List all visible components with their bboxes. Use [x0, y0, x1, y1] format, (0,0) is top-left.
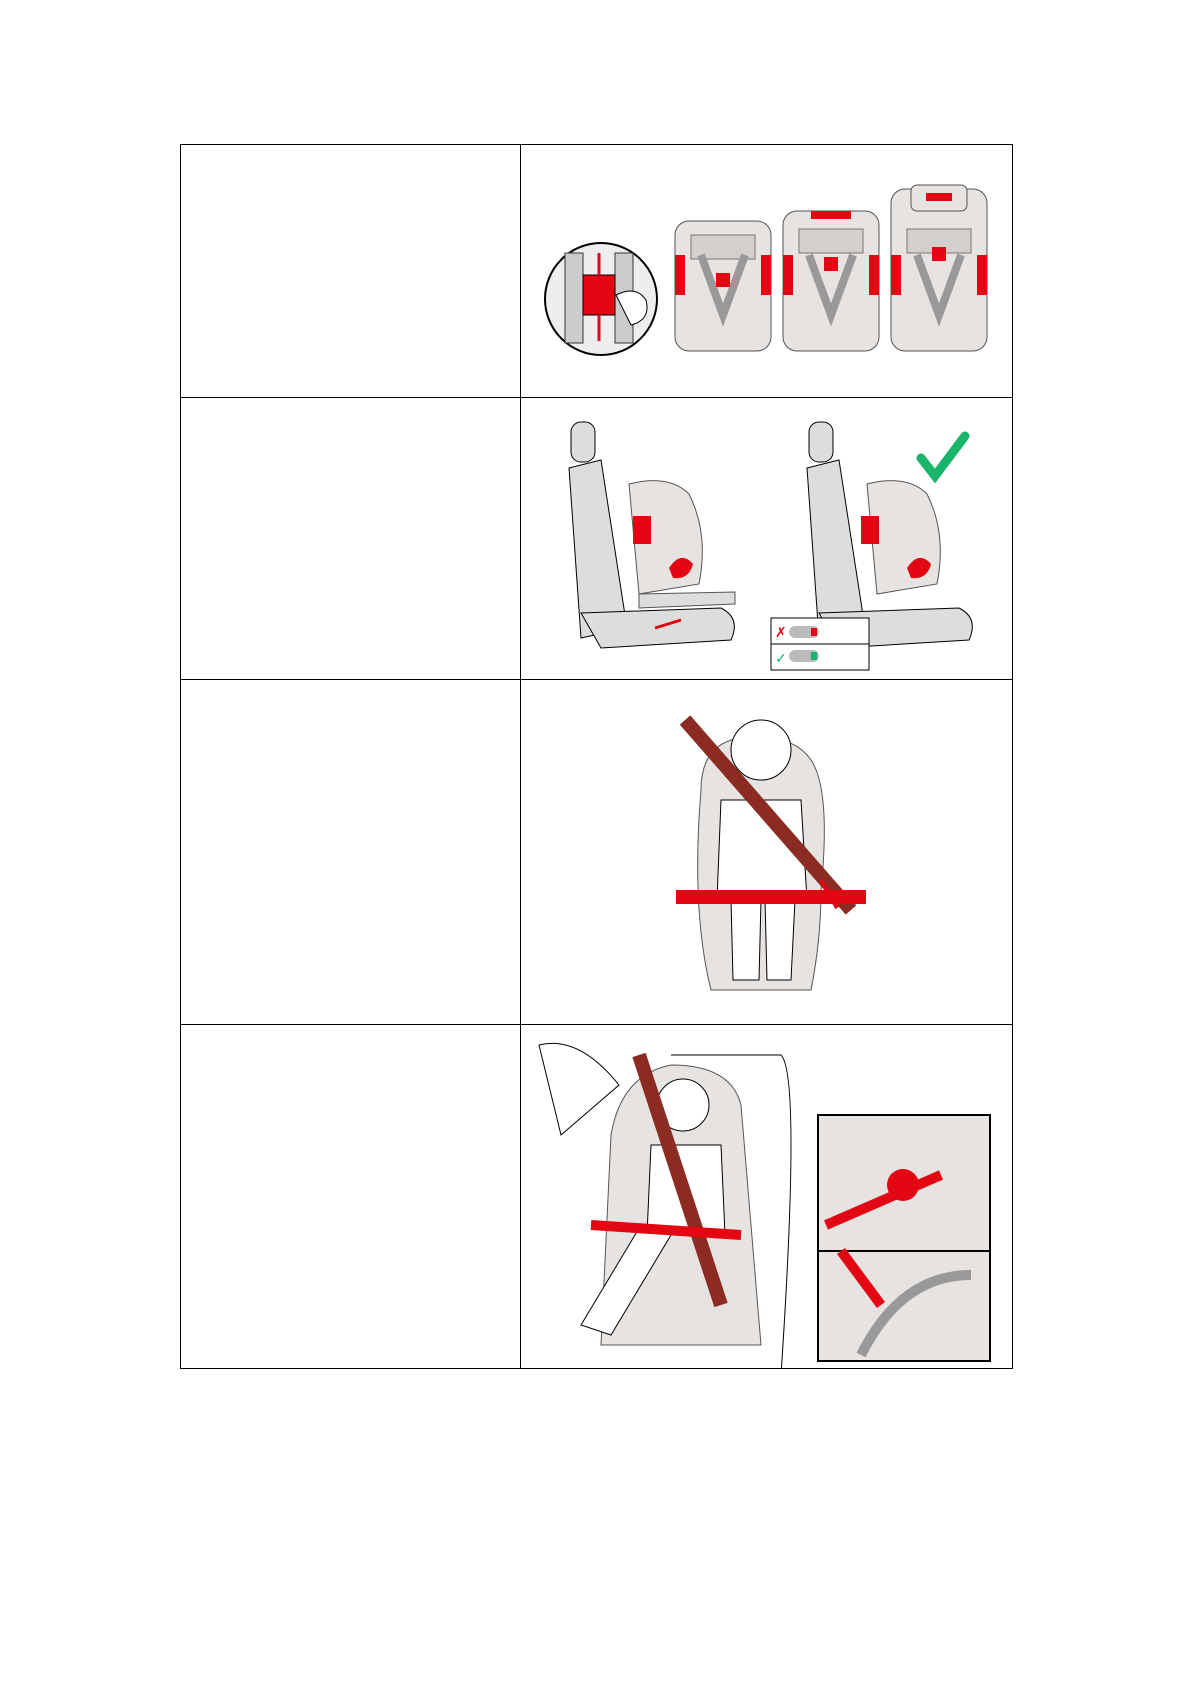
child-seat-left	[629, 481, 735, 608]
indicator-inset	[771, 618, 869, 670]
instruction-text-cell	[181, 680, 521, 1025]
harness-height-adjust-illustration	[521, 145, 1013, 398]
child-seat-right	[861, 481, 940, 594]
zoom-detail	[545, 243, 657, 355]
instruction-text	[181, 398, 520, 422]
instruction-row	[181, 1025, 1013, 1369]
seat-mid	[783, 211, 879, 351]
cross-icon: ✗	[775, 624, 787, 640]
instruction-row	[181, 398, 1013, 680]
child-seatbelt-car-illustration	[521, 1025, 1013, 1369]
check-icon	[921, 436, 965, 476]
instruction-table	[180, 144, 1013, 1369]
detail-inset-bottom	[818, 1251, 990, 1361]
instruction-text-cell	[181, 1025, 521, 1369]
seat-high	[891, 185, 987, 351]
instruction-row	[181, 680, 1013, 1025]
instruction-text-cell	[181, 398, 521, 680]
lap-belt	[676, 890, 866, 904]
isofix-install-illustration	[521, 398, 1013, 680]
check-small-icon: ✓	[775, 650, 787, 666]
instruction-text	[181, 1025, 520, 1049]
instruction-text	[181, 680, 520, 704]
seat-low	[675, 221, 771, 351]
detail-inset-top	[818, 1115, 990, 1251]
child-seatbelt-front-illustration	[521, 680, 1013, 1025]
instruction-row	[181, 145, 1013, 398]
instruction-text-cell	[181, 145, 521, 398]
instruction-text	[181, 145, 520, 169]
